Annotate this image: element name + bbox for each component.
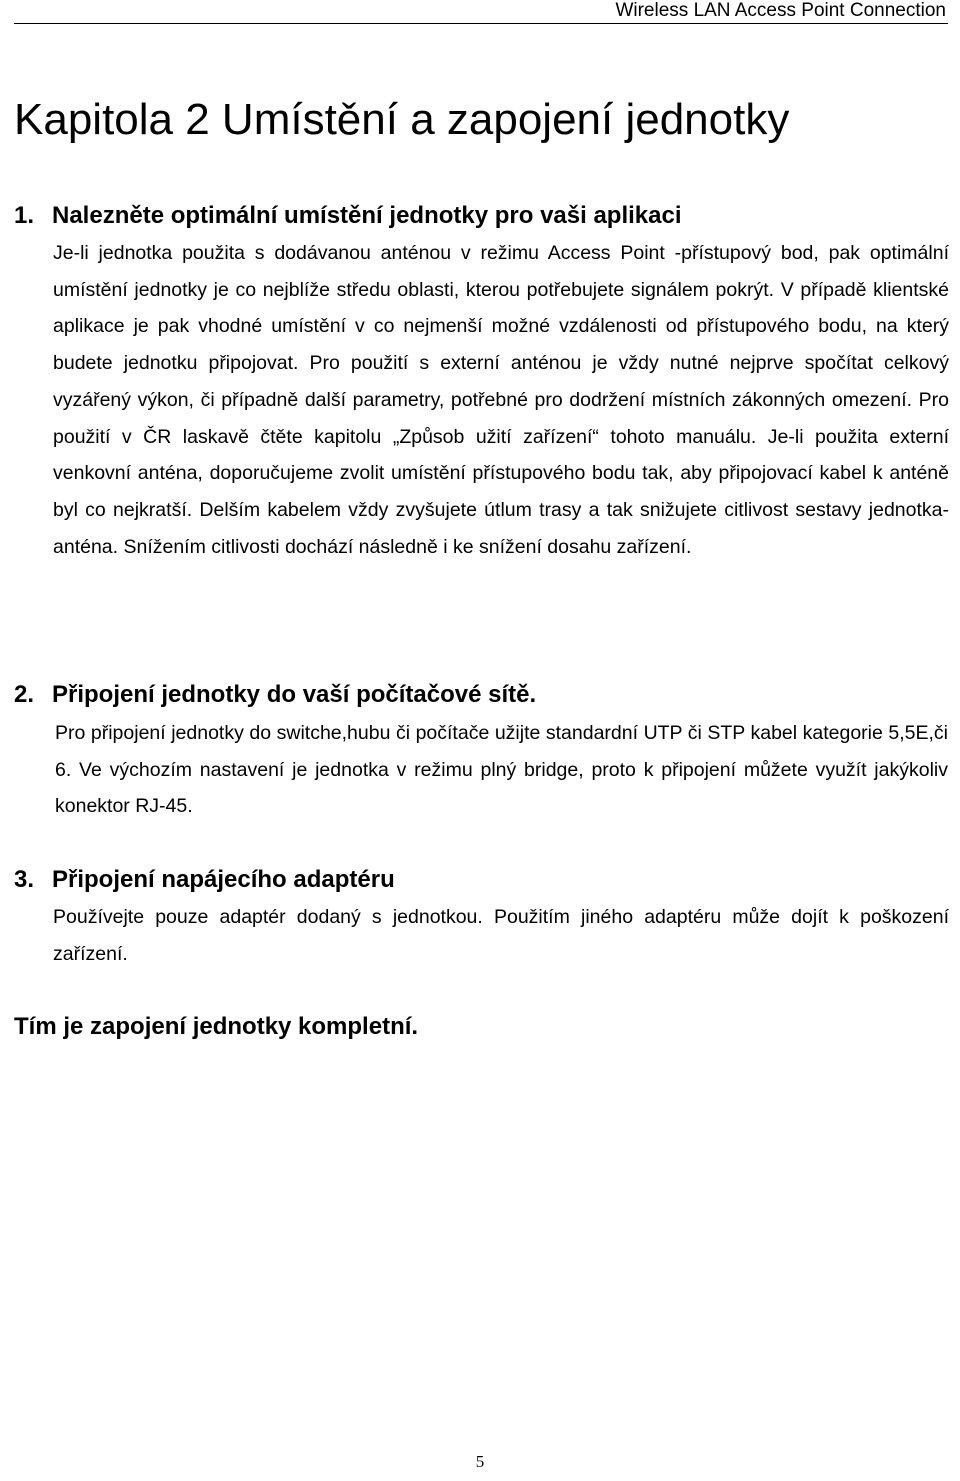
section-3-number: 3. <box>14 866 35 893</box>
section-2-body: Pro připojení jednotky do switche,hubu či počítače užijte standardní UTP či STP kabel kategorie 5,5E,či 6. Ve výchozím nastavení je jednotka v režimu plný bridge, proto k připojení můžete využít jakýkoliv konektor RJ-45. <box>55 722 948 818</box>
running-header: Wireless LAN Access Point Connection <box>615 0 946 21</box>
section-2-number: 2. <box>14 681 35 708</box>
section-3-body: Používejte pouze adaptér dodaný s jednotkou. Použitím jiného adaptéru může dojít k poškození zařízení. <box>53 906 949 965</box>
chapter-title: Kapitola 2 Umístění a zapojení jednotky <box>14 95 790 144</box>
section-3-heading <box>14 865 395 895</box>
section-3-title: Připojení napájecího adaptéru <box>52 866 395 893</box>
section-2-heading <box>14 680 536 710</box>
header-rule <box>14 23 948 24</box>
section-1-number: 1. <box>14 202 35 229</box>
section-1-body: Je-li jednotka použita s dodávanou anténou v režimu Access Point -přístupový bod, pak optimální umístění jednotky je co nejblíže středu oblasti, kterou potřebujete signálem pokrýt. V případě klientské aplikace je pak vhodné umístění v co nejmenší možné vzdálenosti od přístupového bodu, na který budete jednotku připojovat. Pro použití s externí anténou je vždy nutné nejprve spočítat celkový vyzářený výkon, či případně další parametry, potřebné pro dodržení místních zákonných omezení. Pro použití v ČR laskavě čtěte kapitolu „Způsob užití zařízení“ tohoto manuálu. Je-li použita externí venkovní anténa, doporučujeme zvolit umístění přístupového bodu tak, aby připojovací kabel k anténě byl co nejkratší. Delším kabelem vždy zvyšujete útlum trasy a tak snižujete citlivost sestavy jednotka-anténa. Snížením citlivosti dochází následně i ke snížení dosahu zařízení. <box>53 242 949 558</box>
final-note: Tím je zapojení jednotky kompletní. <box>14 1013 419 1040</box>
page-number: 5 <box>475 1452 485 1471</box>
section-1-heading <box>14 201 682 231</box>
section-1-title: Nalezněte optimální umístění jednotky pro vaši aplikaci <box>52 202 682 229</box>
section-2-title: Připojení jednotky do vaší počítačové sítě. <box>52 681 537 708</box>
